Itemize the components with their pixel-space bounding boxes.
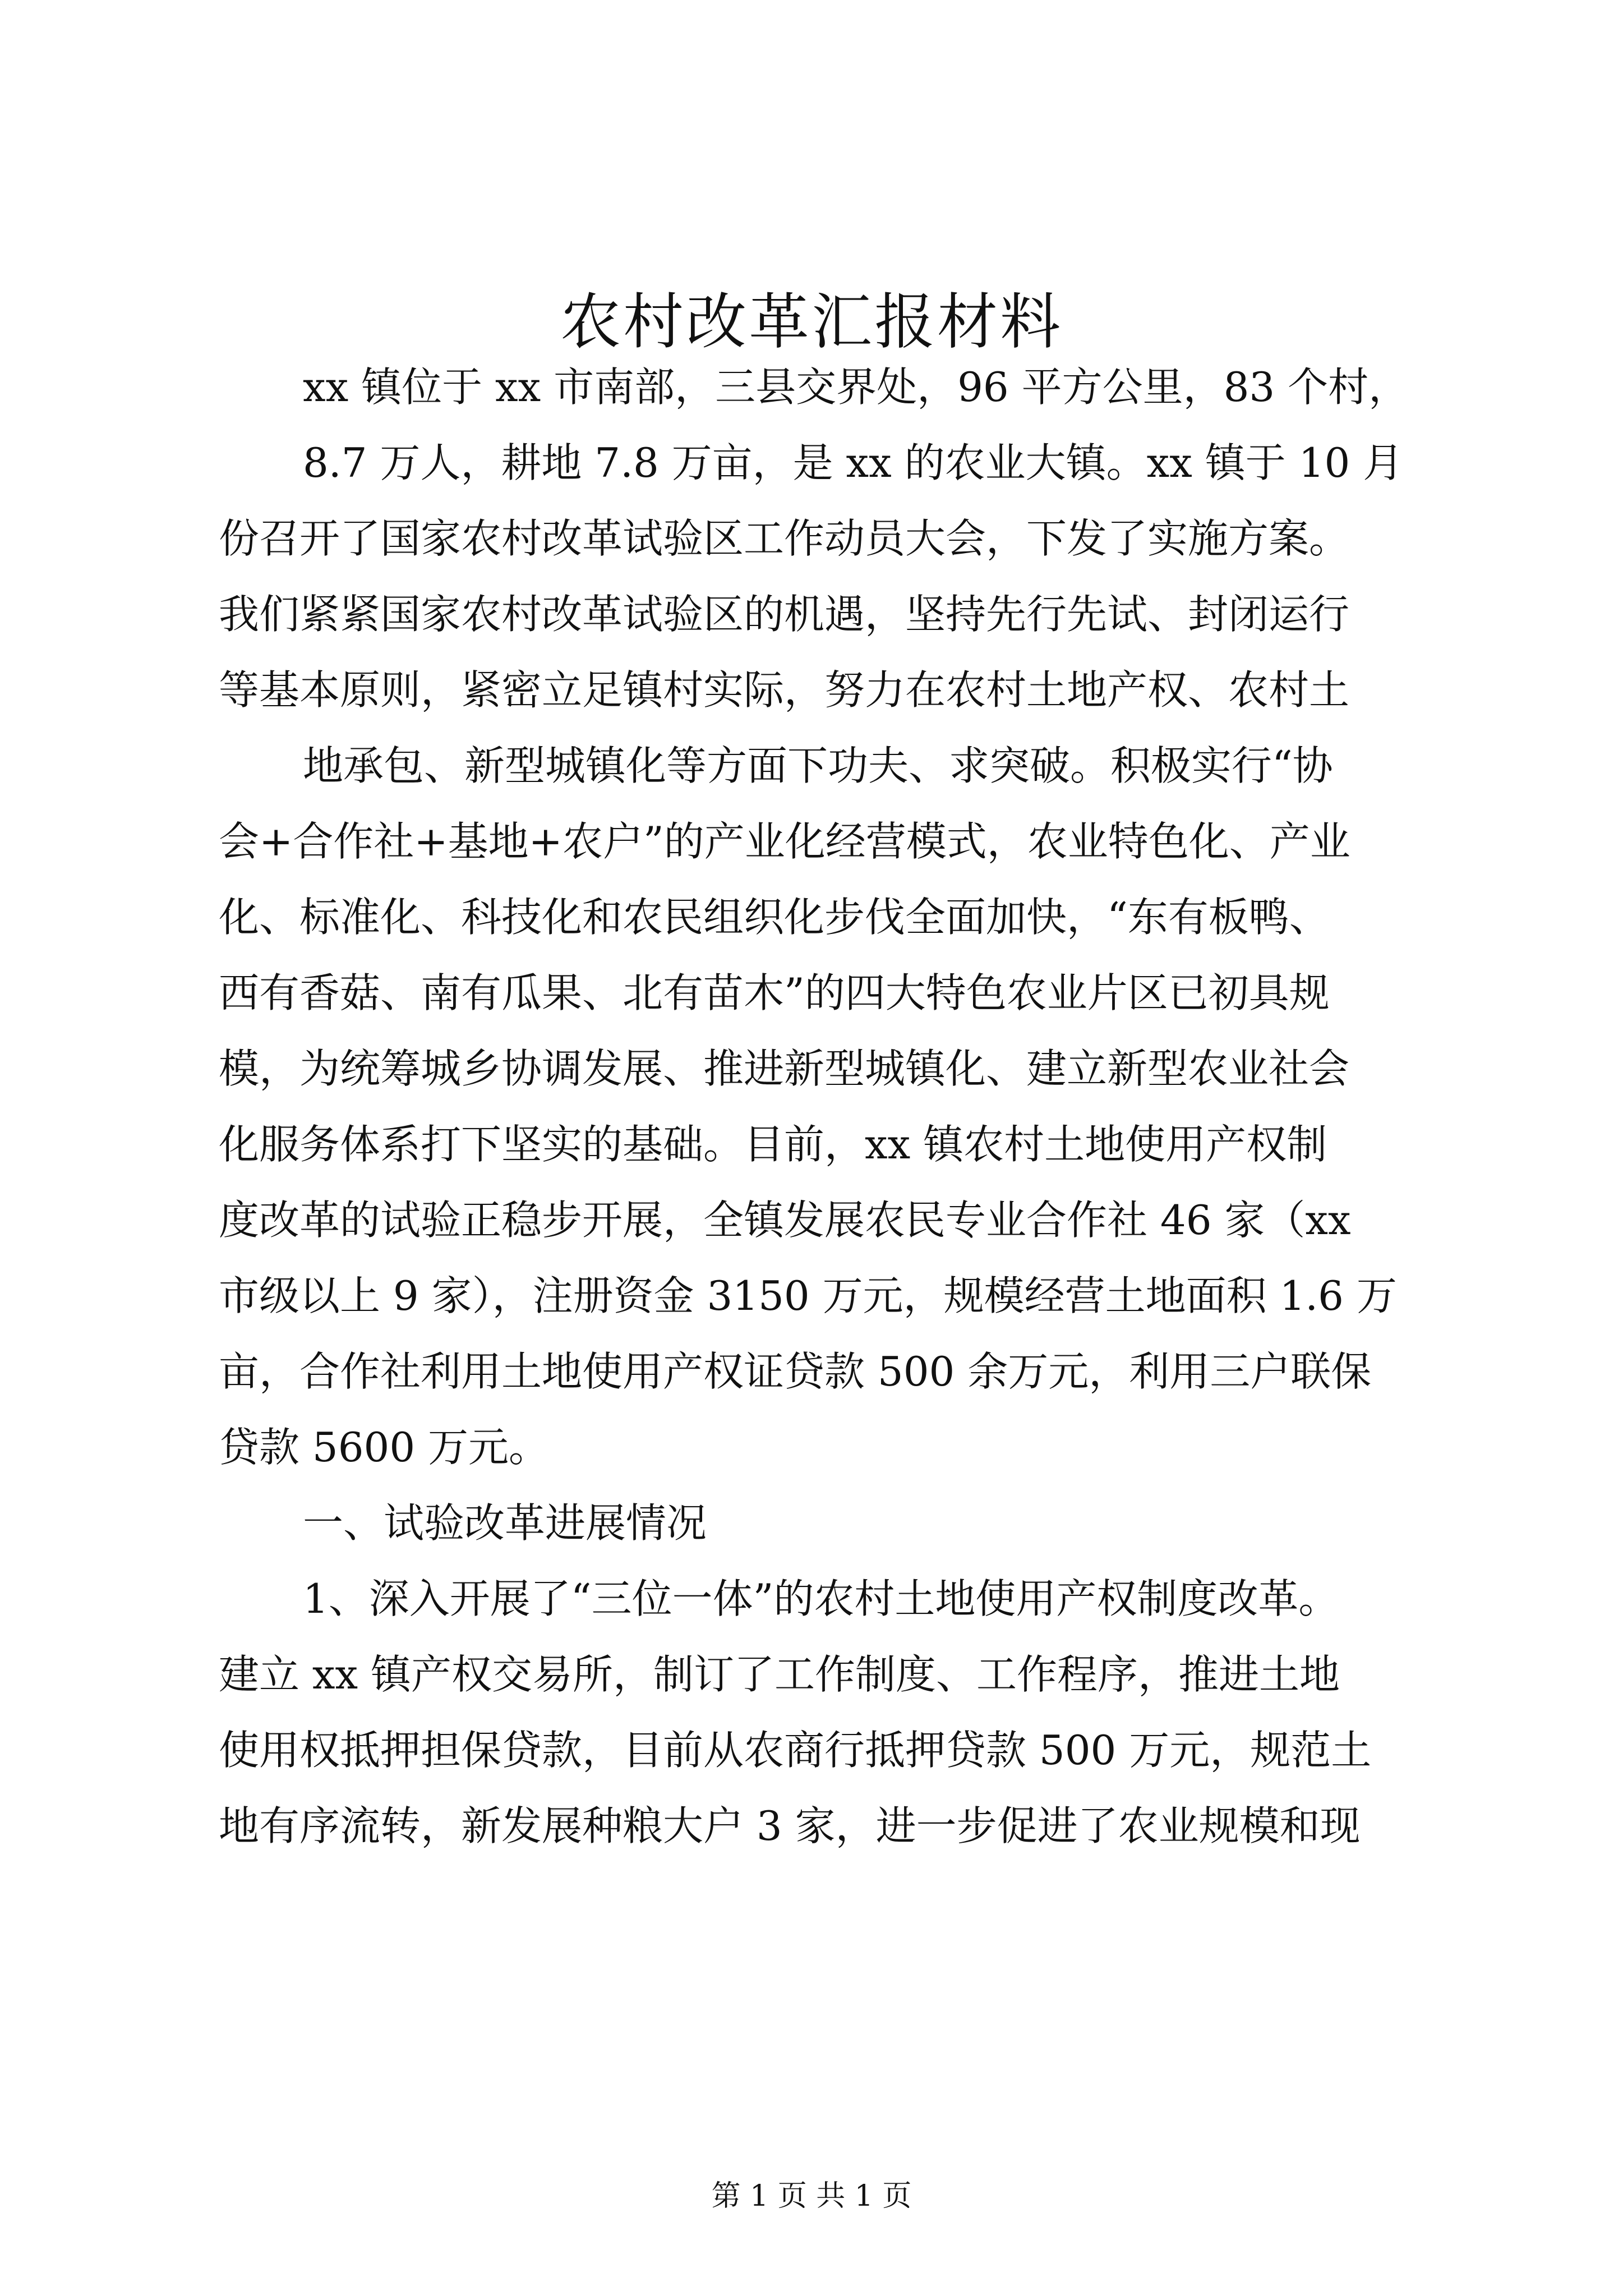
page-number: 第 1 页 共 1 页 bbox=[711, 2179, 912, 2213]
body-line-4: 我们紧紧国家农村改革试验区的机遇，坚持先行先试、封闭运行 bbox=[219, 591, 1350, 638]
body-line-14: 亩，合作社利用土地使用产权证贷款 500 余万元，利用三户联保 bbox=[219, 1348, 1372, 1395]
body-line-17: 1、深入开展了“三位一体”的农村土地使用产权制度改革。 bbox=[303, 1575, 1339, 1622]
document-title: 农村改革汇报材料 bbox=[560, 287, 1063, 357]
body-line-5: 等基本原则，紧密立足镇村实际，努力在农村土地产权、农村土 bbox=[219, 666, 1350, 714]
body-line-11: 化服务体系打下坚实的基础。目前，xx 镇农村土地使用产权制 bbox=[219, 1121, 1327, 1168]
section-heading: 一、试验改革进展情况 bbox=[303, 1499, 707, 1547]
body-line-7: 会+合作社+基地+农户”的产业化经营模式，农业特色化、产业 bbox=[219, 818, 1350, 865]
body-line-18: 建立 xx 镇产权交易所，制订了工作制度、工作程序，推进土地 bbox=[219, 1651, 1340, 1698]
body-line-9: 西有香菇、南有瓜果、北有苗木”的四大特色农业片区已初具规 bbox=[219, 969, 1330, 1016]
body-line-6: 地承包、新型城镇化等方面下功夫、求突破。积极实行“协 bbox=[303, 742, 1333, 789]
body-line-2: 8.7 万人，耕地 7.8 万亩，是 xx 的农业大镇。xx 镇于 10 月 bbox=[303, 439, 1404, 486]
body-line-3: 份召开了国家农村改革试验区工作动员大会，下发了实施方案。 bbox=[219, 515, 1350, 562]
body-line-1: xx 镇位于 xx 市南部，三县交界处，96 平方公里，83 个村， bbox=[303, 364, 1409, 411]
body-line-20: 地有序流转，新发展种粮大户 3 家，进一步促进了农业规模和现 bbox=[219, 1802, 1361, 1849]
body-line-12: 度改革的试验正稳步开展，全镇发展农民专业合作社 46 家（xx bbox=[219, 1197, 1351, 1244]
body-line-13: 市级以上 9 家），注册资金 3150 万元，规模经营土地面积 1.6 万 bbox=[219, 1272, 1397, 1319]
body-line-15: 贷款 5600 万元。 bbox=[219, 1424, 550, 1471]
body-line-8: 化、标准化、科技化和农民组织化步伐全面加快，“东有板鸭、 bbox=[219, 894, 1330, 941]
body-line-19: 使用权抵押担保贷款，目前从农商行抵押贷款 500 万元，规范土 bbox=[219, 1727, 1372, 1774]
body-line-10: 模，为统筹城乡协调发展、推进新型城镇化、建立新型农业社会 bbox=[219, 1045, 1350, 1092]
